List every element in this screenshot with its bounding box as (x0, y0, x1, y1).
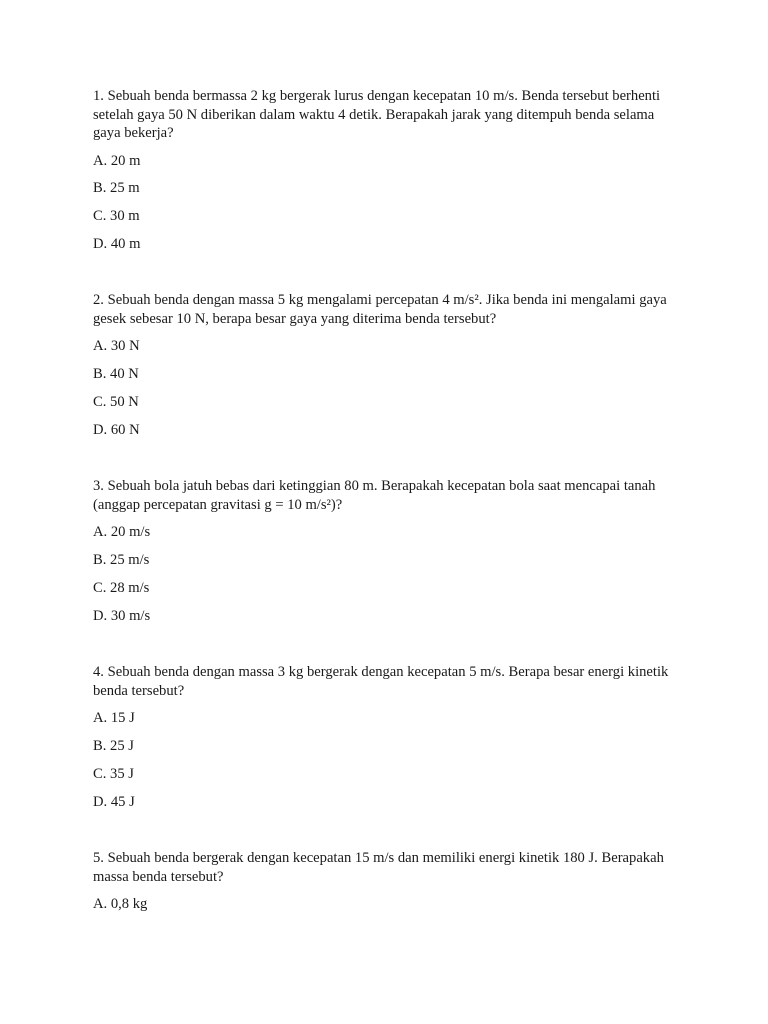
option-a: A. 20 m/s (93, 524, 151, 541)
question-text: 5. Sebuah benda bergerak dengan kecepatan 15 m/s dan memiliki energi kinetik 180 J. Berapakah massa benda tersebut? (93, 850, 664, 885)
option-c: C. 28 m/s (93, 579, 150, 596)
option-d: D. 45 J (93, 793, 135, 810)
option-b: B. 25 m/s (93, 552, 150, 569)
question-5 (93, 849, 683, 914)
option-b: B. 40 N (93, 366, 139, 383)
option-a: A. 0,8 kg (93, 896, 148, 913)
question-text: 1. Sebuah benda bermassa 2 kg bergerak lurus dengan kecepatan 10 m/s. Benda tersebut berhenti setelah gaya 50 N diberikan dalam waktu 4 detik. Berapakah jarak yang ditempuh benda selama gaya bekerja? (93, 88, 661, 141)
option-d: D. 40 m (93, 235, 141, 252)
option-a: A. 15 J (93, 710, 135, 727)
document-page (93, 87, 683, 952)
option-b: B. 25 J (93, 737, 134, 754)
question-3 (93, 477, 683, 625)
option-c: C. 50 N (93, 393, 139, 410)
option-d: D. 60 N (93, 421, 140, 438)
question-text: 2. Sebuah benda dengan massa 5 kg mengalami percepatan 4 m/s². Jika benda ini mengalami gaya gesek sebesar 10 N, berapa besar gaya yang diterima benda tersebut? (93, 292, 667, 327)
option-b: B. 25 m (93, 180, 140, 197)
question-4 (93, 663, 683, 811)
option-a: A. 20 m (93, 152, 141, 169)
option-c: C. 30 m (93, 208, 140, 225)
question-text: 4. Sebuah benda dengan massa 3 kg bergerak dengan kecepatan 5 m/s. Berapa besar energi kinetik benda tersebut? (93, 664, 669, 699)
option-d: D. 30 m/s (93, 607, 151, 624)
option-a: A. 30 N (93, 338, 140, 355)
question-1 (93, 87, 683, 253)
question-2 (93, 291, 683, 439)
option-c: C. 35 J (93, 765, 134, 782)
question-text: 3. Sebuah bola jatuh bebas dari ketinggian 80 m. Berapakah kecepatan bola saat mencapai tanah (anggap percepatan gravitasi g = 10 m/s²)? (93, 478, 656, 513)
